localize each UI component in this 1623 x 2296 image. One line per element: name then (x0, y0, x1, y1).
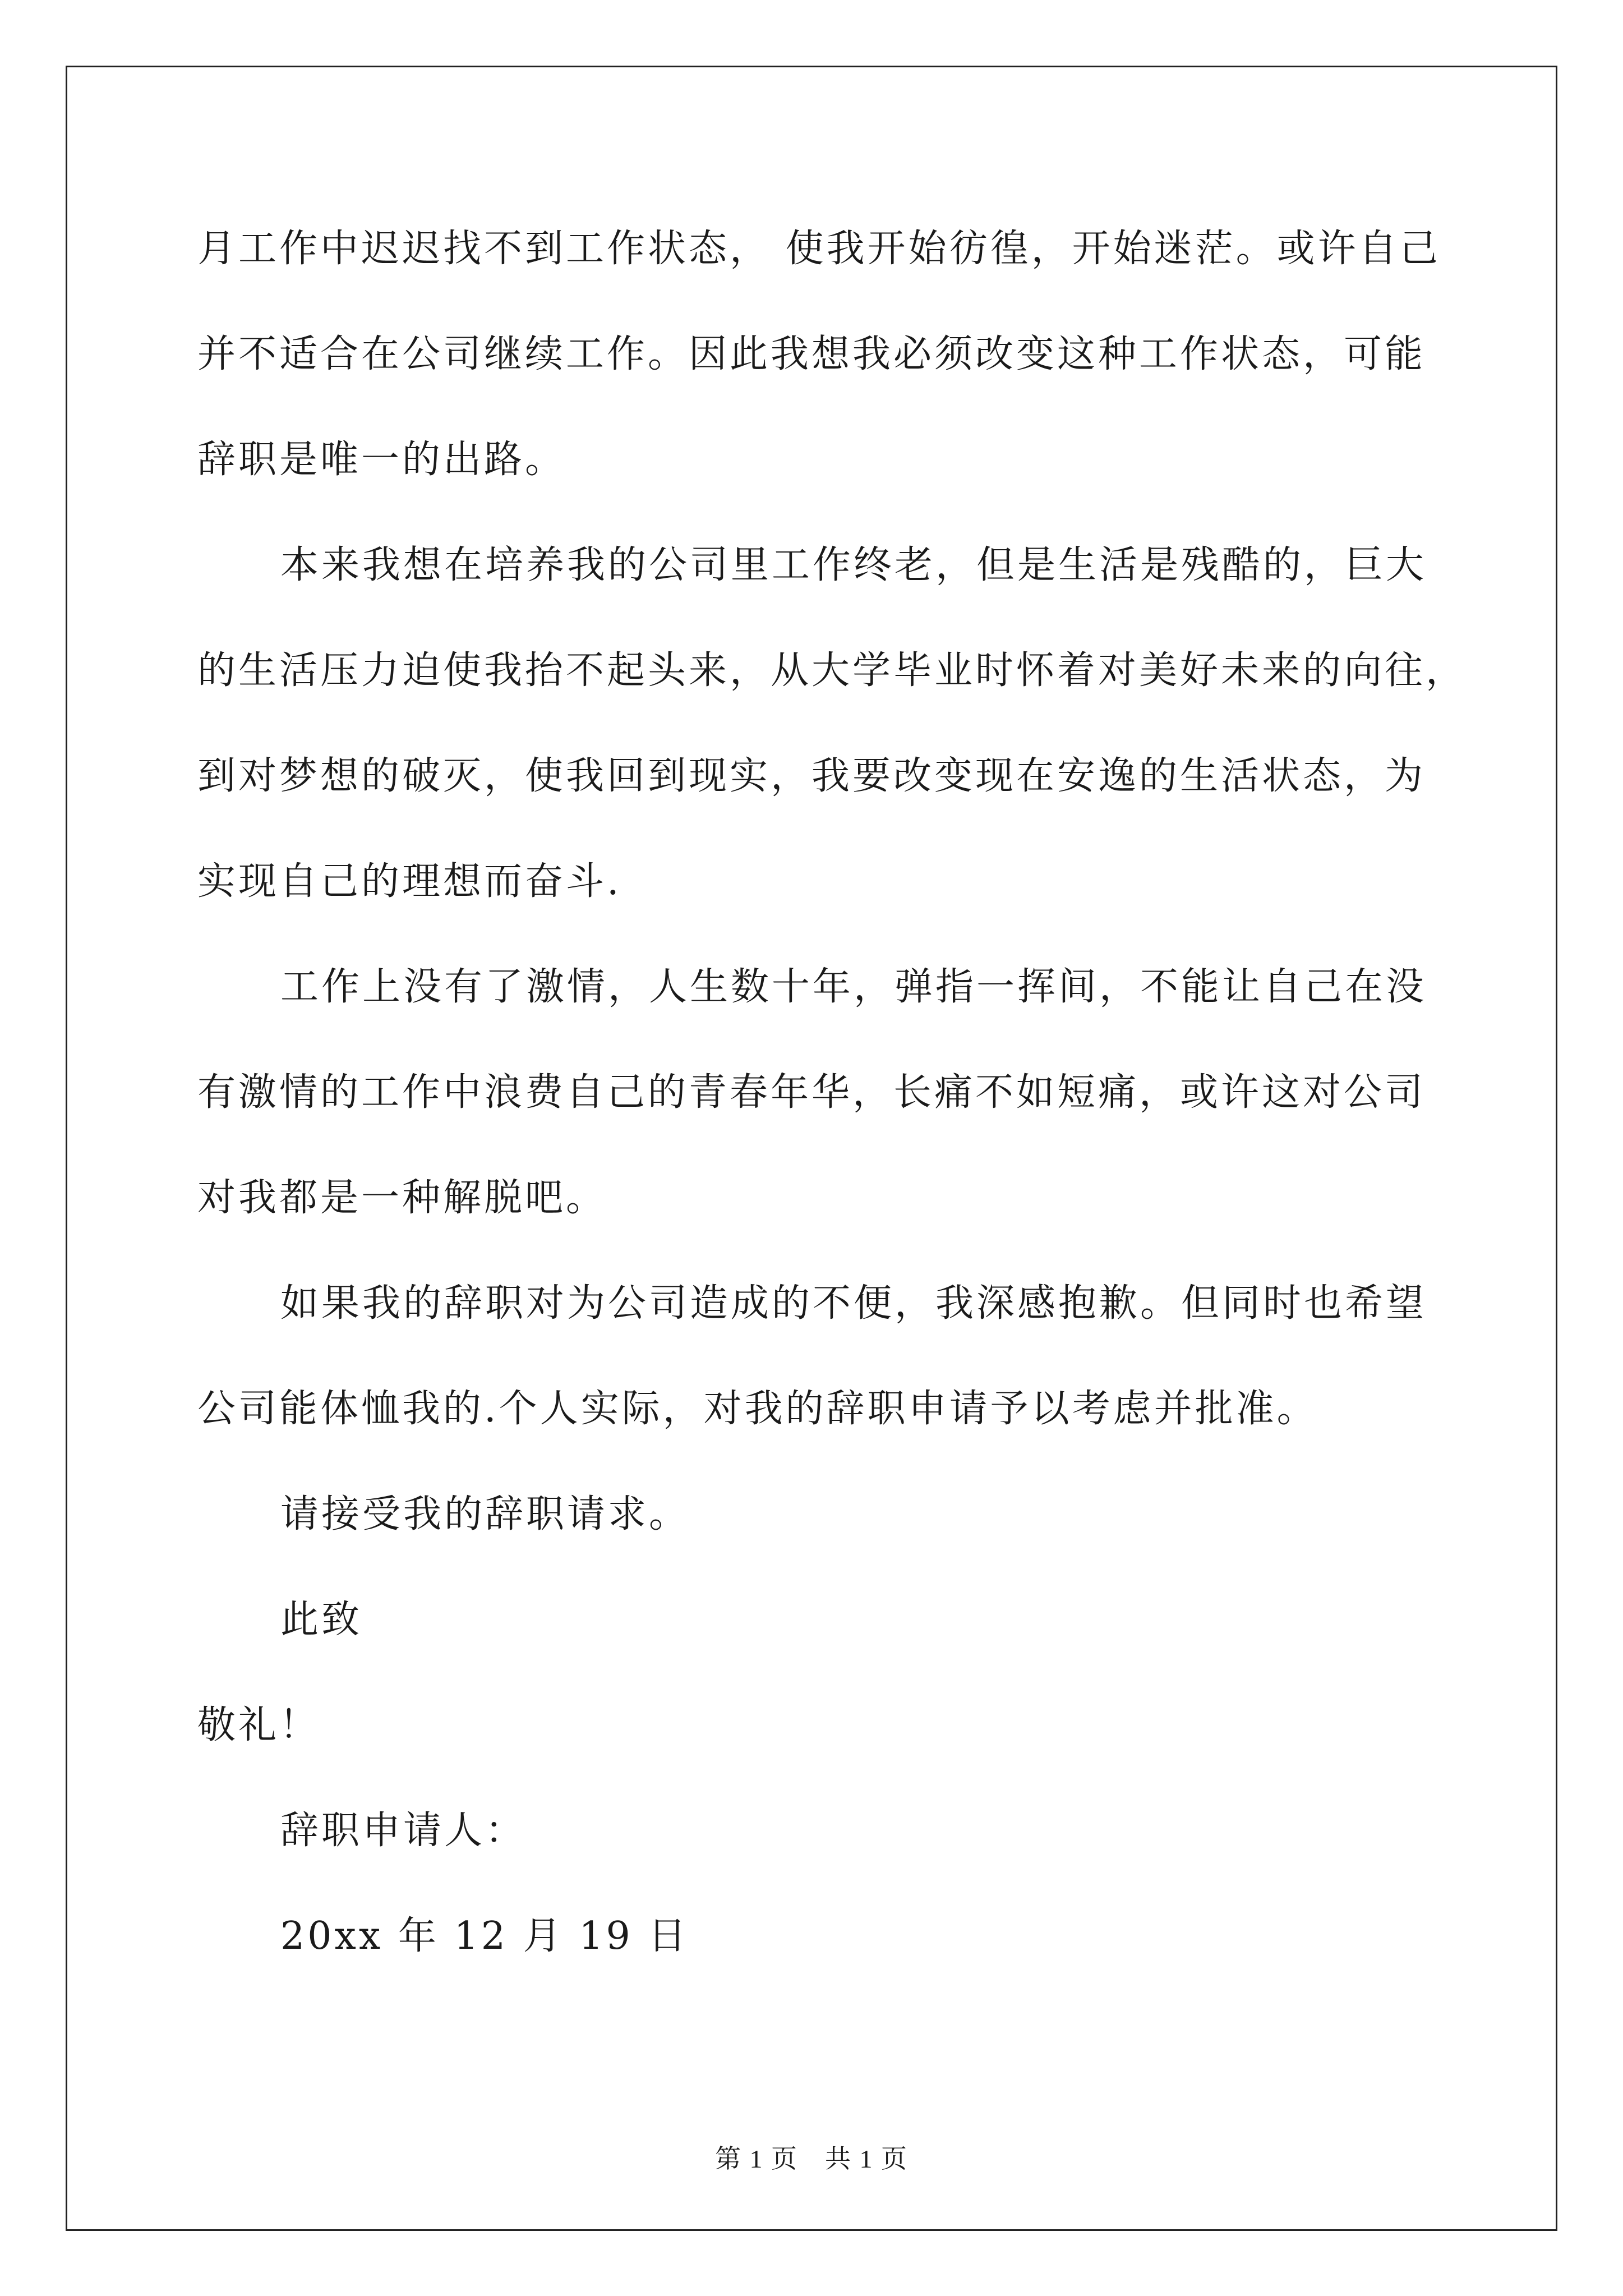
body-line: 月工作中迟迟找不到工作状态， 使我开始彷徨，开始迷茫。或许自己 (197, 227, 1441, 271)
body-line: 对我都是一种解脱吧。 (197, 1176, 607, 1220)
date-line: 20xx 年 12 月 19 日 (280, 1914, 689, 1958)
body-line: 实现自己的理想而奋斗. (197, 859, 622, 904)
applicant-line: 辞职申请人： (280, 1809, 527, 1853)
page-number: 第 1 页 共 1 页 (715, 2145, 908, 2173)
body-line: 并不适合在公司继续工作。因此我想我必须改变这种工作状态，可能 (197, 332, 1426, 376)
body-line: 辞职是唯一的出路。 (197, 438, 566, 482)
body-line: 的生活压力迫使我抬不起头来，从大学毕业时怀着对美好未来的向往， (197, 648, 1467, 693)
closing-request-line: 请接受我的辞职请求。 (280, 1492, 690, 1536)
body-line: 有激情的工作中浪费自己的青春年华，长痛不如短痛，或许这对公司 (197, 1070, 1426, 1115)
body-line: 如果我的辞职对为公司造成的不便，我深感抱歉。但同时也希望 (280, 1281, 1427, 1326)
body-line: 公司能体恤我的.个人实际，对我的辞职申请予以考虑并批准。 (197, 1387, 1318, 1431)
body-line: 本来我想在培养我的公司里工作终老，但是生活是残酷的，巨大 (280, 543, 1427, 587)
body-line: 到对梦想的破灭，使我回到现实，我要改变现在安逸的生活状态，为 (197, 754, 1426, 798)
body-line: 工作上没有了激情，人生数十年，弹指一挥间，不能让自己在没 (280, 965, 1427, 1009)
regards-line: 敬礼！ (197, 1703, 321, 1747)
document-body (197, 196, 1467, 1989)
salutation-line: 此致 (280, 1598, 363, 1642)
